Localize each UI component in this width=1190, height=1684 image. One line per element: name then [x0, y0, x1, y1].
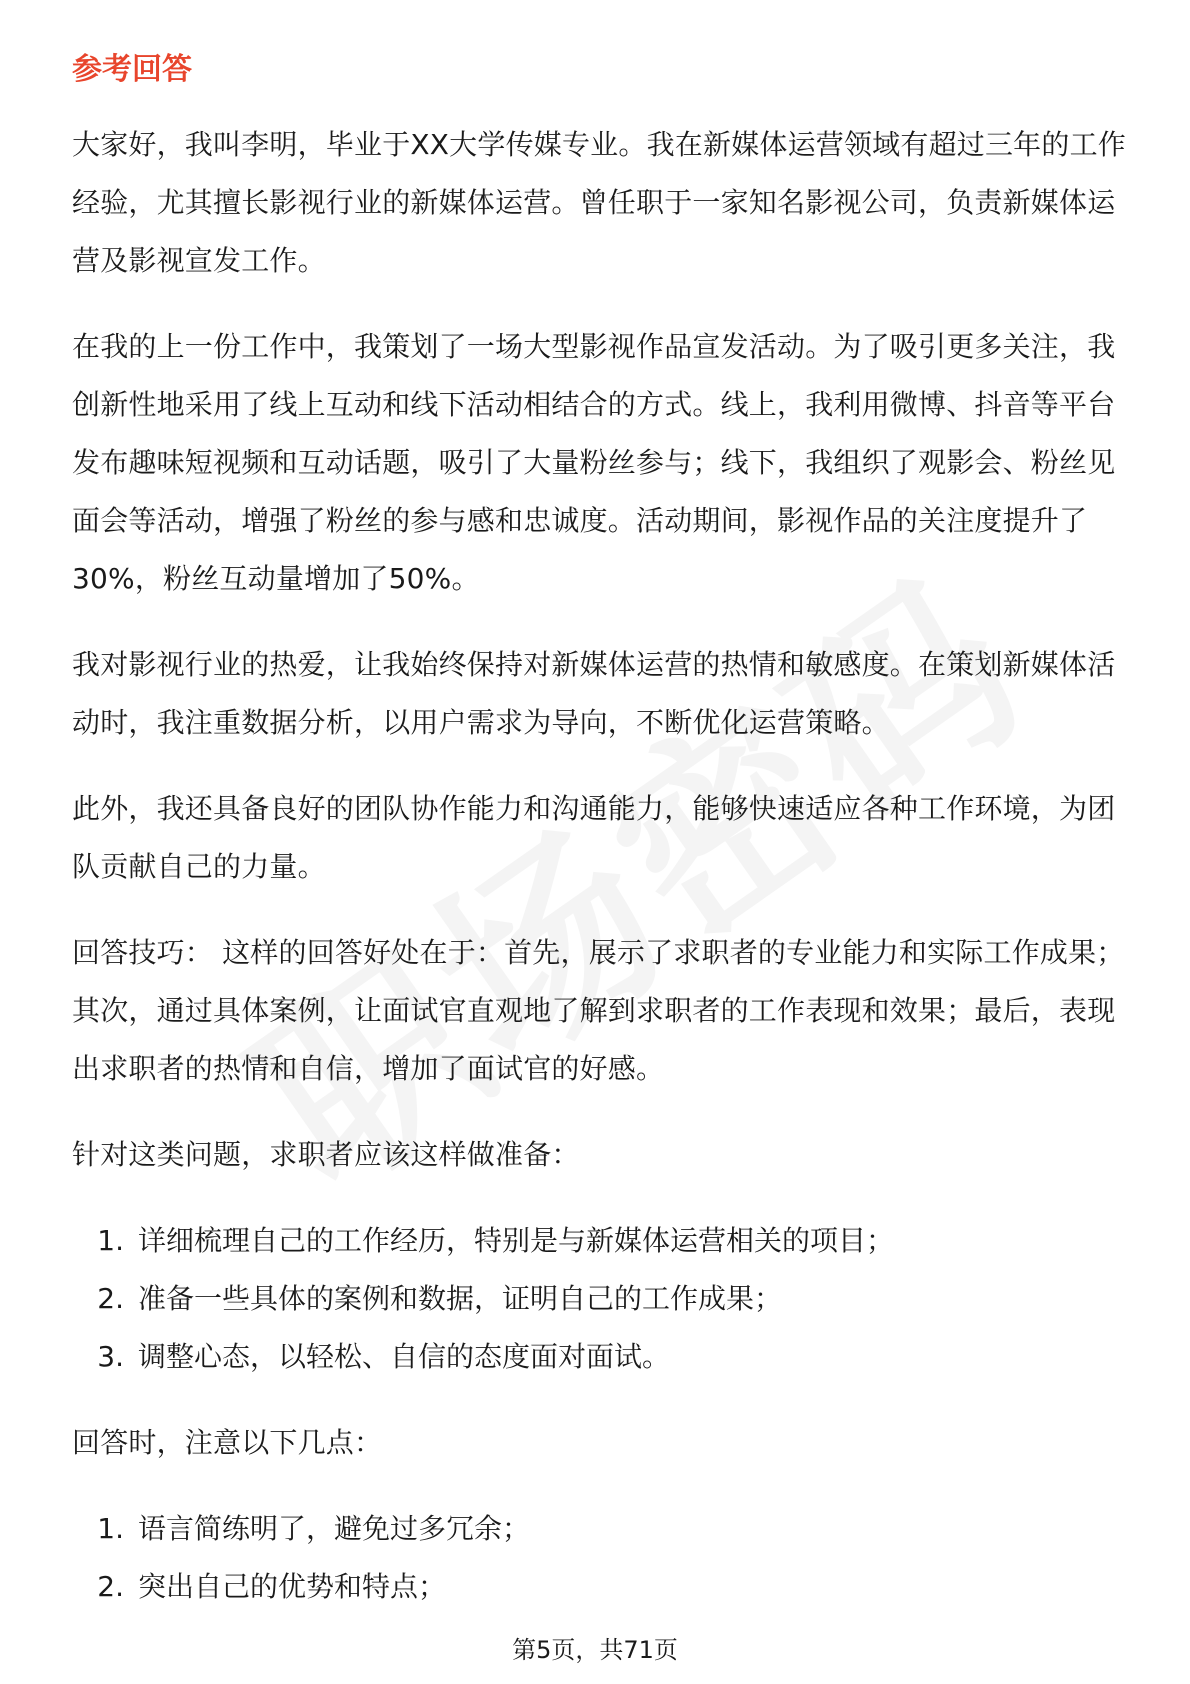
page-footer: 第5页，共71页 — [512, 1636, 678, 1664]
list-number: 2. — [97, 1570, 124, 1603]
list-item — [72, 1212, 1132, 1270]
paragraph-passion: 我对影视行业的热爱，让我始终保持对新媒体运营的热情和敏感度。在策划新媒体活动时，我注重数据分析，以用户需求为导向，不断优化运营策略。 — [72, 648, 1116, 739]
list-text: 突出自己的优势和特点； — [138, 1570, 447, 1603]
list-text: 语言简练明了，避免过多冗余； — [138, 1512, 531, 1545]
tips-list — [72, 1500, 1132, 1616]
list-item — [72, 1270, 1132, 1328]
list-number: 1. — [97, 1224, 124, 1257]
paragraph-prep-intro: 针对这类问题，求职者应该这样做准备： — [72, 1138, 580, 1171]
document-page — [72, 48, 1132, 1644]
section-heading: 参考回答 — [72, 52, 192, 87]
list-text: 准备一些具体的案例和数据，证明自己的工作成果； — [138, 1282, 783, 1315]
list-item — [72, 1328, 1132, 1386]
prep-list — [72, 1212, 1132, 1386]
paragraph-answer-tips: 回答技巧： 这样的回答好处在于：首先，展示了求职者的专业能力和实际工作成果；其次，通过具体案例，让面试官直观地了解到求职者的工作表现和效果；最后，表现出求职者的热情和自信，增加了面试官的好感。 — [72, 936, 1125, 1085]
list-text: 调整心态，以轻松、自信的态度面对面试。 — [138, 1340, 671, 1373]
list-text: 详细梳理自己的工作经历，特别是与新媒体运营相关的项目； — [138, 1224, 895, 1257]
list-number: 2. — [97, 1282, 124, 1315]
paragraph-tips-intro: 回答时，注意以下几点： — [72, 1426, 383, 1459]
list-item — [72, 1558, 1132, 1616]
list-number: 1. — [97, 1512, 124, 1545]
paragraph-experience: 在我的上一份工作中，我策划了一场大型影视作品宣发活动。为了吸引更多关注，我创新性地采用了线上互动和线下活动相结合的方式。线上，我利用微博、抖音等平台发布趣味短视频和互动话题，吸引了大量粉丝参与；线下，我组织了观影会、粉丝见面会等活动，增强了粉丝的参与感和忠诚度。活动期间，影视作品的关注度提升了30%，粉丝互动量增加了50%。 — [72, 330, 1116, 595]
paragraph-intro: 大家好，我叫李明，毕业于XX大学传媒专业。我在新媒体运营领域有超过三年的工作经验，尤其擅长影视行业的新媒体运营。曾任职于一家知名影视公司，负责新媒体运营及影视宣发工作。 — [72, 128, 1126, 277]
list-item — [72, 1500, 1132, 1558]
paragraph-teamwork: 此外，我还具备良好的团队协作能力和沟通能力，能够快速适应各种工作环境，为团队贡献自己的力量。 — [72, 792, 1116, 883]
list-number: 3. — [97, 1340, 124, 1373]
